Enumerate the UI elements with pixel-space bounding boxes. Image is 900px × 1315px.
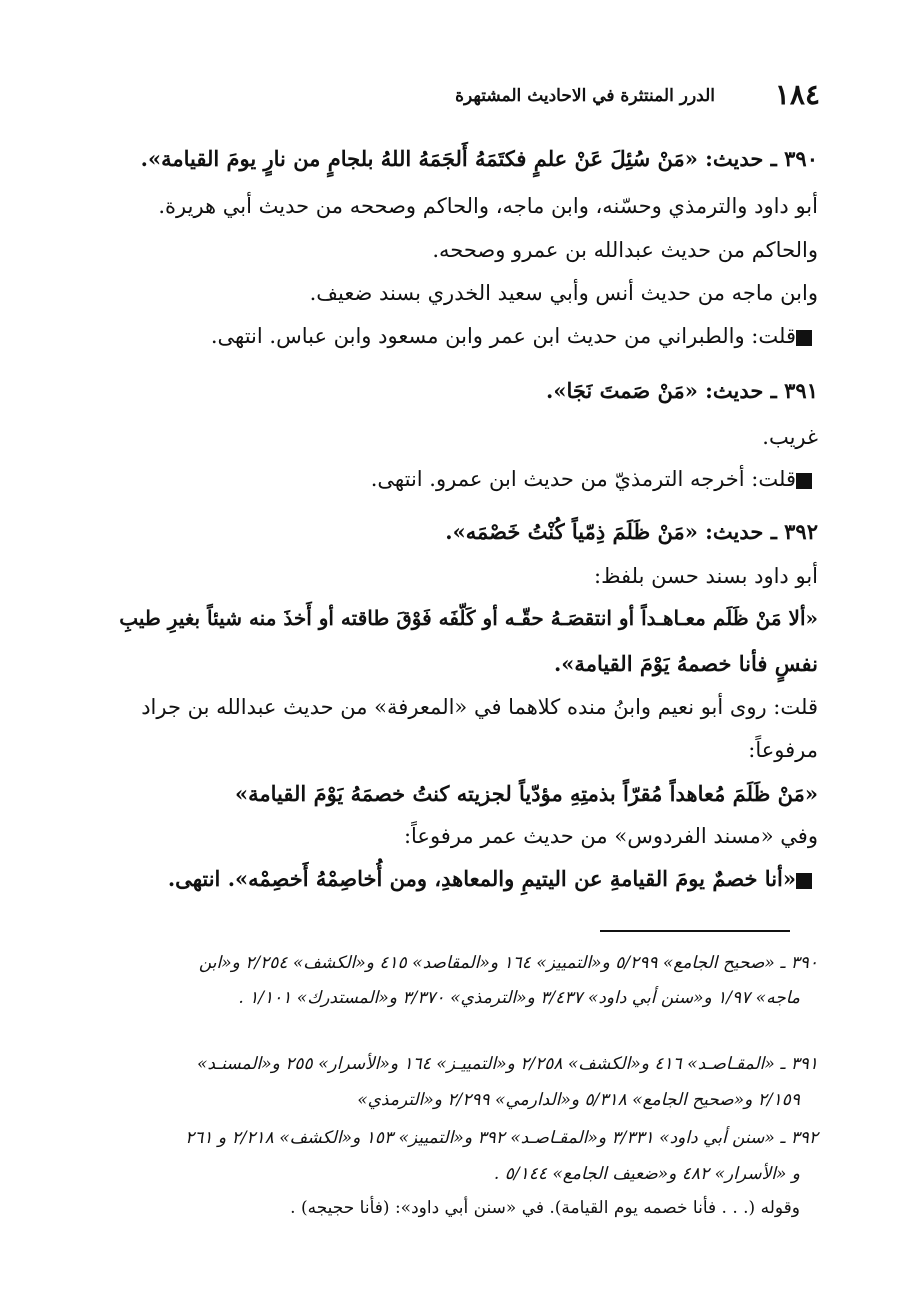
footnote-390: ٣٩٠ ـ «صحيح الجامع» ٥/٢٩٩ و«التمييز» ١٦٤ و«المقاصد» ٤١٥ و«الكشف» ٢/٢٥٤ و«ابن (198, 953, 818, 973)
page-header (300, 78, 820, 118)
running-title: الدرر المنتثرة في الاحاديث المشتهرة (455, 86, 715, 106)
hadith-392-line: أبو داود بسند حسن بلفظ: (594, 564, 818, 588)
hadith-390-line: وابن ماجه من حديث أنس وأبي سعيد الخدري بسند ضعيف. (309, 281, 818, 305)
hadith-391-line: قلت: أخرجه الترمذيّ من حديث ابن عمرو. انتهى. (371, 469, 818, 490)
hadith-392-quote: «مَنْ ظَلَمَ مُعاهداً مُقرّاً بذمتِهِ مؤدّياً لجزيته كنتُ خصمَهُ يَوْمَ القيامة» (235, 781, 818, 806)
hadith-392-title: ٣٩٢ ـ حديث: «مَنْ ظَلَمَ ذِمّياً كُنْتُ خَصْمَه». (445, 519, 818, 544)
hadith-390-line: والحاكم من حديث عبدالله بن عمرو وصححه. (432, 238, 818, 262)
footnote-separator (600, 930, 790, 932)
hadith-392-quote: «أنا خصمٌ يومَ القيامةِ عن اليتيمِ والمعاهدِ، ومن أُخاصِمْهُ أَخصِمْه». انتهى. (168, 868, 818, 889)
hadith-390-line: قلت: والطبراني من حديث ابن عمر وابن مسعود وابن عباس. انتهى. (211, 326, 818, 347)
footnote-392: ٣٩٢ ـ «سنن أبي داود» ٣/٣٣١ و«المقـاصـد» ٣٩٢ و«التمييز» ١٥٣ و«الكشف» ٢/٢١٨ و ٢٦١ (185, 1128, 818, 1148)
page-number: ١٨٤ (774, 78, 820, 111)
footnote-391: ٣٩١ ـ «المقـاصـد» ٤١٦ و«الكشف» ٢/٢٥٨ و«التمييـز» ١٦٤ و«الأسرار» ٢٥٥ و«المسنـد» (196, 1054, 818, 1074)
footnote-390: ماجه» ١/٩٧ و«سنن أبي داود» ٣/٤٣٧ و«الترمذي» ٣/٣٧٠ و«المستدرك» ١/١٠١ . (238, 988, 800, 1008)
hadith-392-line: وفي «مسند الفردوس» من حديث عمر مرفوعاً: (403, 824, 818, 848)
hadith-390-title: ٣٩٠ ـ حديث: «مَنْ سُئِلَ عَنْ علمٍ فكتَمَهُ أَلجَمَهُ اللهُ بلجامٍ من نارٍ يومَ القيامة». (140, 146, 818, 171)
hadith-390-line: أبو داود والترمذي وحسّنه، وابن ماجه، والحاكم وصححه من حديث أبي هريرة. (158, 194, 818, 218)
footnote-392-note: وقوله (. . . فأنا خصمه يوم القيامة). في «سنن أبي داود»: (فأنا حجيجه) . (290, 1198, 800, 1218)
end-square-icon (796, 330, 812, 346)
hadith-391-line: غريب. (762, 425, 818, 449)
hadith-392-quote: «ألا مَنْ ظَلَم معـاهـداً أو انتقصَـهُ حقّـه أو كَلّفَه فَوْقَ طاقته أو أَخذَ منه شيئاً بغيرِ طيبِ (119, 606, 818, 630)
hadith-391-title: ٣٩١ ـ حديث: «مَنْ صَمتَ نَجَا». (546, 378, 818, 403)
footnote-391: ٢/١٥٩ و«صحيح الجامع» ٥/٣١٨ و«الدارمي» ٢/٢٩٩ و«الترمذي» (357, 1090, 800, 1110)
hadith-392-line: مرفوعاً: (748, 738, 818, 762)
footnote-392: و «الأسرار» ٤٨٢ و«ضعيف الجامع» ٥/١٤٤ . (493, 1164, 800, 1184)
end-square-icon (796, 873, 812, 889)
hadith-392-line: قلت: روى أبو نعيم وابنُ منده كلاهما في «المعرفة» من حديث عبدالله بن جراد (141, 695, 818, 719)
end-square-icon (796, 473, 812, 489)
hadith-392-quote: نفسٍ فأنا خصمهُ يَوْمَ القيامة». (554, 651, 818, 676)
